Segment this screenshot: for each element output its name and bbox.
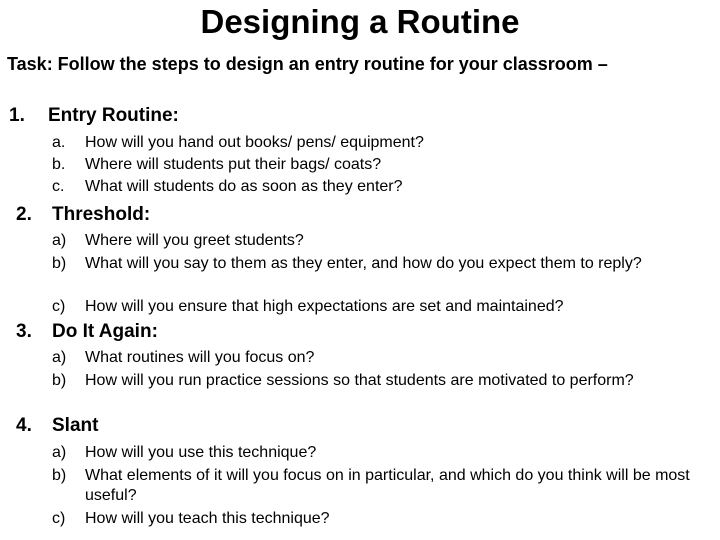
section-1-item-a: How will you hand out books/ pens/ equipment? (85, 134, 424, 151)
page-title: Designing a Routine (200, 3, 520, 40)
section-4-item-c: How will you teach this technique? (85, 510, 330, 527)
section-3-item-a-marker: a) (52, 349, 67, 366)
section-1-item-b: Where will students put their bags/ coats? (85, 156, 382, 173)
section-2-item-b: What will you say to them as they enter, and how do you expect them to reply? (85, 255, 642, 272)
section-4-item-b: What elements of it will you focus on in particular, and which do you think will be most useful? (85, 467, 690, 504)
section-2-number: 2. (16, 204, 32, 225)
section-1-item-a-marker: a. (52, 134, 66, 151)
section-1-number: 1. (9, 105, 25, 126)
section-2-item-c: How will you ensure that high expectations are set and maintained? (85, 298, 564, 315)
section-4-item-b-marker: b) (52, 467, 67, 484)
section-3-item-b: How will you run practice sessions so that students are motivated to perform? (85, 372, 634, 389)
section-3-number: 3. (16, 321, 32, 342)
section-1-item-c: What will students do as soon as they enter? (85, 178, 403, 195)
section-4-heading: Slant (52, 415, 99, 436)
section-2-item-b-marker: b) (52, 255, 67, 272)
section-4-number: 4. (16, 415, 32, 436)
task-instruction: Task: Follow the steps to design an entry routine for your classroom – (7, 54, 608, 74)
section-1-item-b-marker: b. (52, 156, 66, 173)
section-1-heading: Entry Routine: (48, 105, 179, 126)
section-4-item-a: How will you use this technique? (85, 444, 317, 461)
section-2-item-c-marker: c) (52, 298, 66, 315)
section-2-heading: Threshold: (52, 204, 151, 225)
section-2-item-a-marker: a) (52, 232, 67, 249)
section-3-item-a: What routines will you focus on? (85, 349, 315, 366)
section-3-item-b-marker: b) (52, 372, 67, 389)
section-4-item-a-marker: a) (52, 444, 67, 461)
section-4-item-c-marker: c) (52, 510, 66, 527)
section-3-heading: Do It Again: (52, 321, 158, 342)
section-2-item-a: Where will you greet students? (85, 232, 304, 249)
section-1-item-c-marker: c. (52, 178, 65, 195)
